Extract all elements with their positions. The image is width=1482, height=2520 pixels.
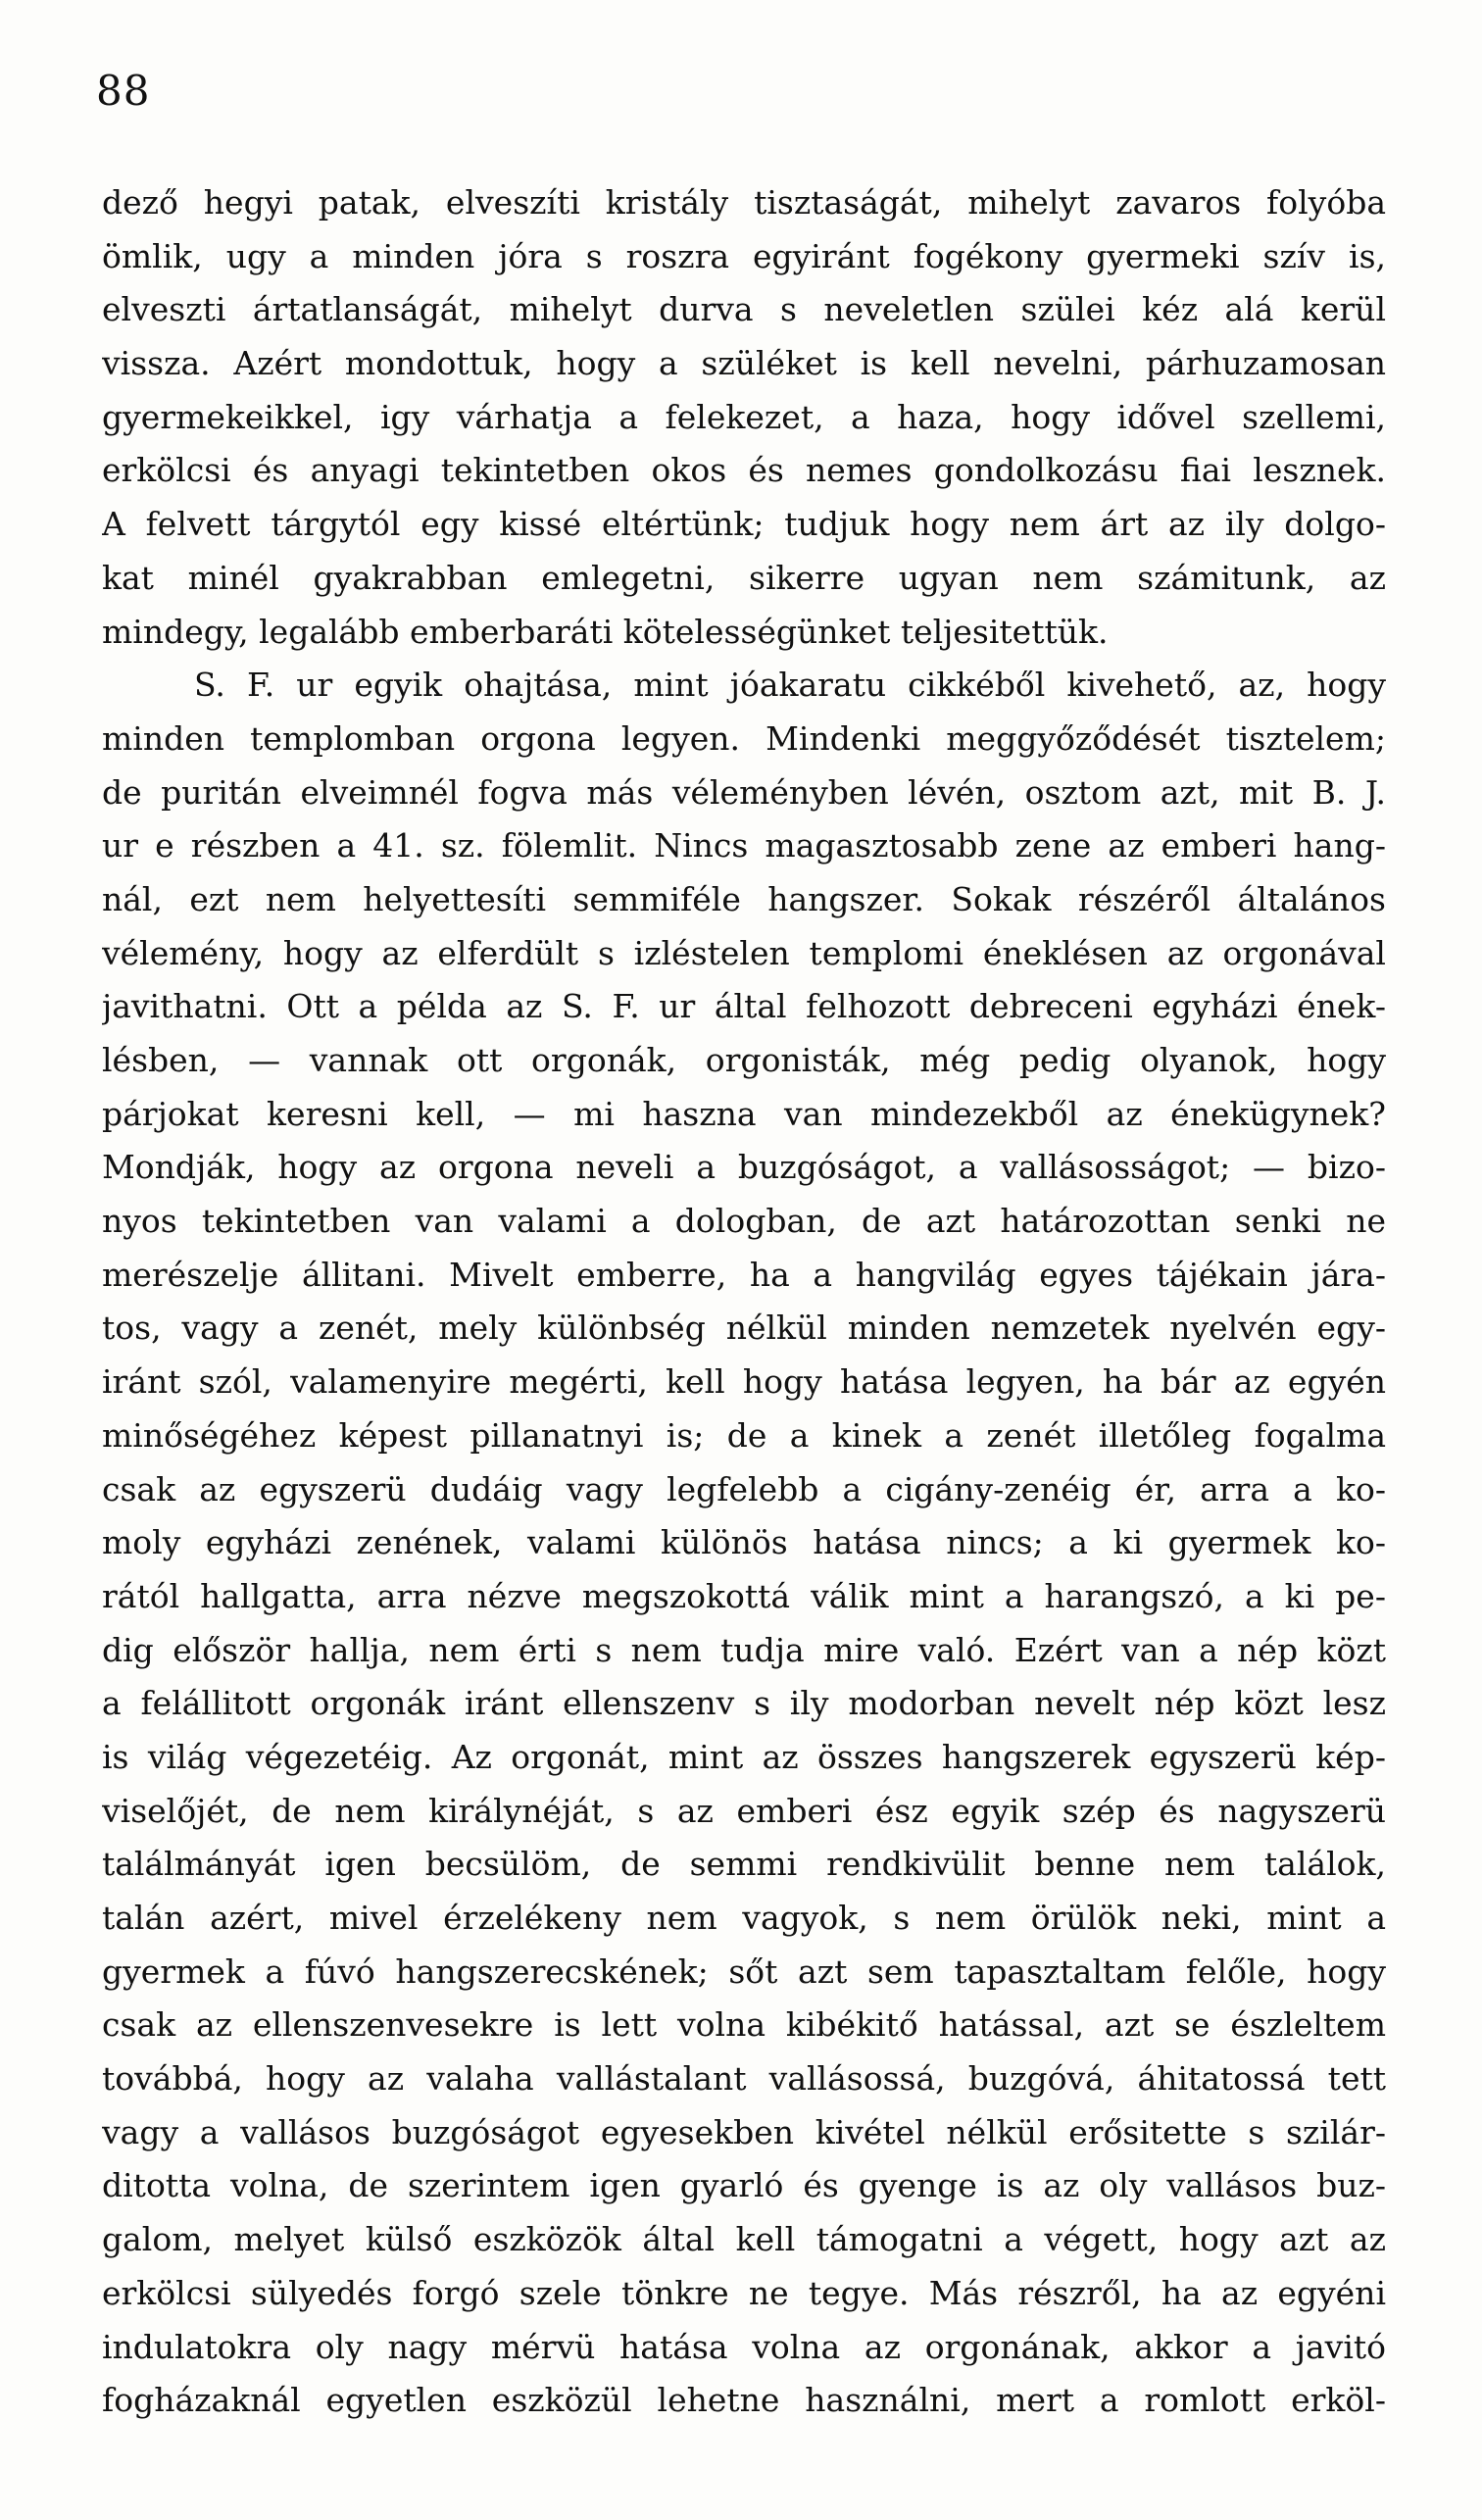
text-line: vélemény, hogy az elferdült s izléstelen templomi éneklésen az orgonával [102,933,1386,972]
text-line: Mondják, hogy az orgona neveli a buzgóságot, a vallásosságot; — bizo- [102,1148,1386,1187]
text-line: mindegy, legalább emberbaráti kötelességünket teljesitettük. [102,612,1109,651]
page-number: 88 [96,67,151,115]
text-line: lésben, — vannak ott orgonák, orgonisták, még pedig olyanok, hogy [102,1041,1386,1079]
text-line: találmányát igen becsülöm, de semmi rendkivülit benne nem találok, [102,1845,1386,1884]
text-line: merészelje állitani. Mivelt emberre, ha a hangvilág egyes tájékain jára- [102,1255,1386,1294]
text-line: erkölcsi sülyedés forgó szele tönkre ne tegye. Más részről, ha az egyéni [102,2273,1386,2312]
text-line: is világ végezetéig. Az orgonát, mint az összes hangszerek egyszerü kép- [102,1737,1386,1776]
text-line: ditotta volna, de szerintem igen gyarló és gyenge is az oly vallásos buz- [102,2166,1386,2205]
text-line: nál, ezt nem helyettesíti semmiféle hangszer. Sokak részéről általános [102,879,1386,918]
text-line: nyos tekintetben van valami a dologban, de azt határozottan senki ne [102,1202,1386,1241]
text-line: kat minél gyakrabban emlegetni, sikerre ugyan nem számitunk, az [102,558,1386,597]
text-line: minden templomban orgona legyen. Mindenki meggyőződését tisztelem; [102,718,1386,758]
text-line: továbbá, hogy az valaha vallástalant vallásossá, buzgóvá, áhitatossá tett [102,2059,1386,2099]
text-line: elveszti ártatlanságát, mihelyt durva s neveletlen szülei kéz alá kerül [102,290,1386,329]
text-line: fogházaknál egyetlen eszközül lehetne használni, mert a romlott erköl- [102,2381,1386,2420]
text-line: csak az ellenszenvesekre is lett volna kibékitő hatással, azt se észleltem [102,2005,1386,2045]
text-line: párjokat keresni kell, — mi haszna van mindezekből az énekügynek? [102,1094,1386,1133]
text-line: gyermekeikkel, igy várhatja a felekezet, a haza, hogy idővel szellemi, [102,397,1386,436]
text-line: galom, melyet külső eszközök által kell támogatni a végett, hogy azt az [102,2220,1386,2259]
text-line: dig először hallja, nem érti s nem tudja mire való. Ezért van a nép közt [102,1630,1386,1669]
text-line: viselőjét, de nem királynéját, s az emberi ész egyik szép és nagyszerü [102,1791,1386,1830]
text-line: iránt szól, valamenyire megérti, kell hogy hatása legyen, ha bár az egyén [102,1362,1386,1402]
text-line: dező hegyi patak, elveszíti kristály tisztaságát, mihelyt zavaros folyóba [102,183,1386,222]
text-line: S. F. ur egyik ohajtása, mint jóakaratu cikkéből kivehető, az, hogy [194,666,1386,705]
text-line: ur e részben a 41. sz. fölemlit. Nincs magasztosabb zene az emberi hang- [102,826,1386,865]
text-line: indulatokra oly nagy mérvü hatása volna az orgonának, akkor a javitó [102,2327,1386,2366]
text-line: a felállitott orgonák iránt ellenszenv s ily modorban nevelt nép közt lesz [102,1684,1386,1723]
text-line: moly egyházi zenének, valami különös hatása nincs; a ki gyermek ko- [102,1523,1386,1562]
text-line: csak az egyszerü dudáig vagy legfelebb a cigány-zenéig ér, arra a ko- [102,1469,1386,1508]
text-line: A felvett tárgytól egy kissé eltértünk; tudjuk hogy nem árt az ily dolgo- [102,505,1386,544]
text-line: vissza. Azért mondottuk, hogy a szüléket is kell nevelni, párhuzamosan [102,344,1386,383]
text-line: minőségéhez képest pillanatnyi is; de a kinek a zenét illetőleg fogalma [102,1415,1386,1455]
text-line: gyermek a fúvó hangszerecskének; sőt azt sem tapasztaltam felőle, hogy [102,1952,1386,1991]
text-line: de puritán elveimnél fogva más véleményben lévén, osztom azt, mit B. J. [102,772,1386,812]
text-line: tos, vagy a zenét, mely különbség nélkül minden nemzetek nyelvén egy- [102,1309,1386,1348]
body-text [102,176,1386,2428]
text-line: rától hallgatta, arra nézve megszokottá válik mint a harangszó, a ki pe- [102,1576,1386,1615]
text-line: vagy a vallásos buzgóságot egyesekben kivétel nélkül erősitette s szilár- [102,2112,1386,2151]
text-line: erkölcsi és anyagi tekintetben okos és nemes gondolkozásu fiai lesznek. [102,451,1386,490]
text-line: ömlik, ugy a minden jóra s roszra egyiránt fogékony gyermeki szív is, [102,236,1386,275]
text-line: javithatni. Ott a példa az S. F. ur által felhozott debreceni egyházi ének- [102,987,1386,1026]
text-line: talán azért, mivel érzelékeny nem vagyok, s nem örülök neki, mint a [102,1899,1386,1937]
